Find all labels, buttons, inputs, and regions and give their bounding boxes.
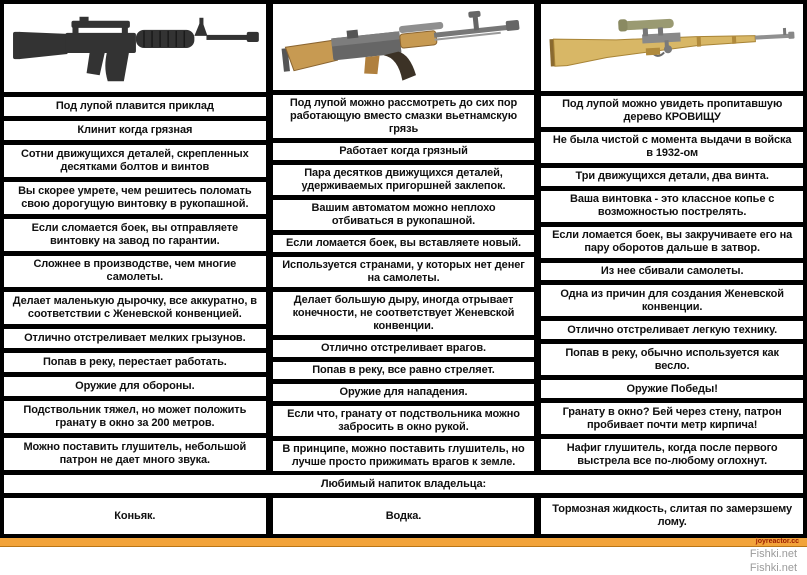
table-cell: Одна из причин для создания Женевской конвенции. bbox=[541, 285, 803, 316]
drinks-row bbox=[4, 498, 803, 534]
table-cell: Делает маленькую дырочку, все аккуратно, в соответствии с Женевской конвенцией. bbox=[4, 292, 266, 324]
table-cell: Клинит когда грязная bbox=[4, 121, 266, 140]
table-columns bbox=[4, 4, 803, 470]
table-cell: Делает большую дыру, иногда отрывает конечности, не соответствует Женевской конвенции. bbox=[273, 292, 535, 335]
table-cell: Отлично отстреливает легкую технику. bbox=[541, 321, 803, 339]
table-cell: Можно поставить глушитель, небольшой патрон не дает много звука. bbox=[4, 438, 266, 470]
table-cell: Попав в реку, обычно используется как весло. bbox=[541, 344, 803, 375]
ak47-rifle-image bbox=[273, 4, 535, 90]
ak47-drink-cell: Водка. bbox=[273, 498, 535, 534]
table-cell: Из нее сбивали самолеты. bbox=[541, 263, 803, 281]
table-cell: Попав в реку, перестает работать. bbox=[4, 353, 266, 372]
table-cell: Гранату в окно? Бей через стену, патрон пробивает почти метр кирпича! bbox=[541, 403, 803, 434]
fishki-watermark-1: Fishki.net bbox=[749, 548, 797, 560]
table-cell: Три движущихся детали, два винта. bbox=[541, 168, 803, 186]
table-cell: Оружие для обороны. bbox=[4, 377, 266, 396]
table-cell: Под лупой плавится приклад bbox=[4, 97, 266, 116]
joyreactor-watermark-bar bbox=[0, 538, 807, 547]
mosin-rifle-image bbox=[541, 4, 803, 91]
m16-drink-cell: Коньяк. bbox=[4, 498, 266, 534]
mosin-rifle-icon bbox=[542, 5, 802, 89]
table-cell: Сложнее в производстве, чем многие самолеты. bbox=[4, 256, 266, 288]
table-cell: Под лупой можно увидеть пропитавшую дерево КРОВИЩУ bbox=[541, 96, 803, 127]
m16-rifle-icon bbox=[5, 6, 265, 90]
table-cell: Работает когда грязный bbox=[273, 143, 535, 160]
column-m16 bbox=[4, 4, 266, 470]
table-cell: Ваша винтовка - это классное копье с возможностью пострелять. bbox=[541, 191, 803, 222]
table-cell: Не была чистой с момента выдачи в войска в 1932-ом bbox=[541, 132, 803, 163]
joyreactor-watermark-text: joyreactor.cc bbox=[755, 538, 799, 545]
column-mosin bbox=[541, 4, 803, 470]
ak47-rifle-icon bbox=[274, 5, 534, 89]
table-cell: Вы скорее умрете, чем решитесь поломать свою дорогущую винтовку в рукопашной. bbox=[4, 182, 266, 214]
table-cell: Вашим автоматом можно неплохо отбиваться в рукопашной. bbox=[273, 200, 535, 230]
table-cell: Оружие для нападения. bbox=[273, 384, 535, 401]
column-ak47 bbox=[273, 4, 535, 470]
mosin-drink-cell: Тормозная жидкость, слитая по замерзшему лому. bbox=[541, 498, 803, 534]
table-cell: Оружие Победы! bbox=[541, 380, 803, 398]
table-cell: Если ломается боек, вы закручиваете его на пару оборотов дальше в затвор. bbox=[541, 227, 803, 258]
footer-watermarks bbox=[0, 547, 807, 575]
table-cell: Если ломается боек, вы вставляете новый. bbox=[273, 235, 535, 252]
table-cell: Подствольник тяжел, но может положить гранату в окно за 200 метров. bbox=[4, 401, 266, 433]
table-cell: В принципе, можно поставить глушитель, но лучше просто прижимать врагов к земле. bbox=[273, 441, 535, 471]
fishki-watermark-2: Fishki.net bbox=[749, 562, 797, 574]
table-cell: Отлично отстреливает мелких грызунов. bbox=[4, 329, 266, 348]
m16-rifle-image bbox=[4, 4, 266, 92]
favorite-drink-label-row: Любимый напиток владельца: bbox=[4, 475, 803, 493]
table-cell: Отлично отстреливает врагов. bbox=[273, 340, 535, 357]
table-cell: Сотни движущихся деталей, скрепленных десятками болтов и винтов bbox=[4, 145, 266, 177]
table-cell: Используется странами, у которых нет денег на самолеты. bbox=[273, 257, 535, 287]
table-cell: Пара десятков движущихся деталей, удерживаемых пригоршней заклепок. bbox=[273, 165, 535, 195]
table-cell: Под лупой можно рассмотреть до сих пор работающую вместо смазки вьетнамскую грязь bbox=[273, 95, 535, 138]
table-cell: Нафиг глушитель, когда после первого выстрела все по-любому оглохнут. bbox=[541, 439, 803, 470]
table-cell: Если что, гранату от подствольника можно забросить в окно рукой. bbox=[273, 406, 535, 436]
table-cell: Если сломается боек, вы отправляете винтовку на завод по гарантии. bbox=[4, 219, 266, 251]
table-cell: Попав в реку, все равно стреляет. bbox=[273, 362, 535, 379]
